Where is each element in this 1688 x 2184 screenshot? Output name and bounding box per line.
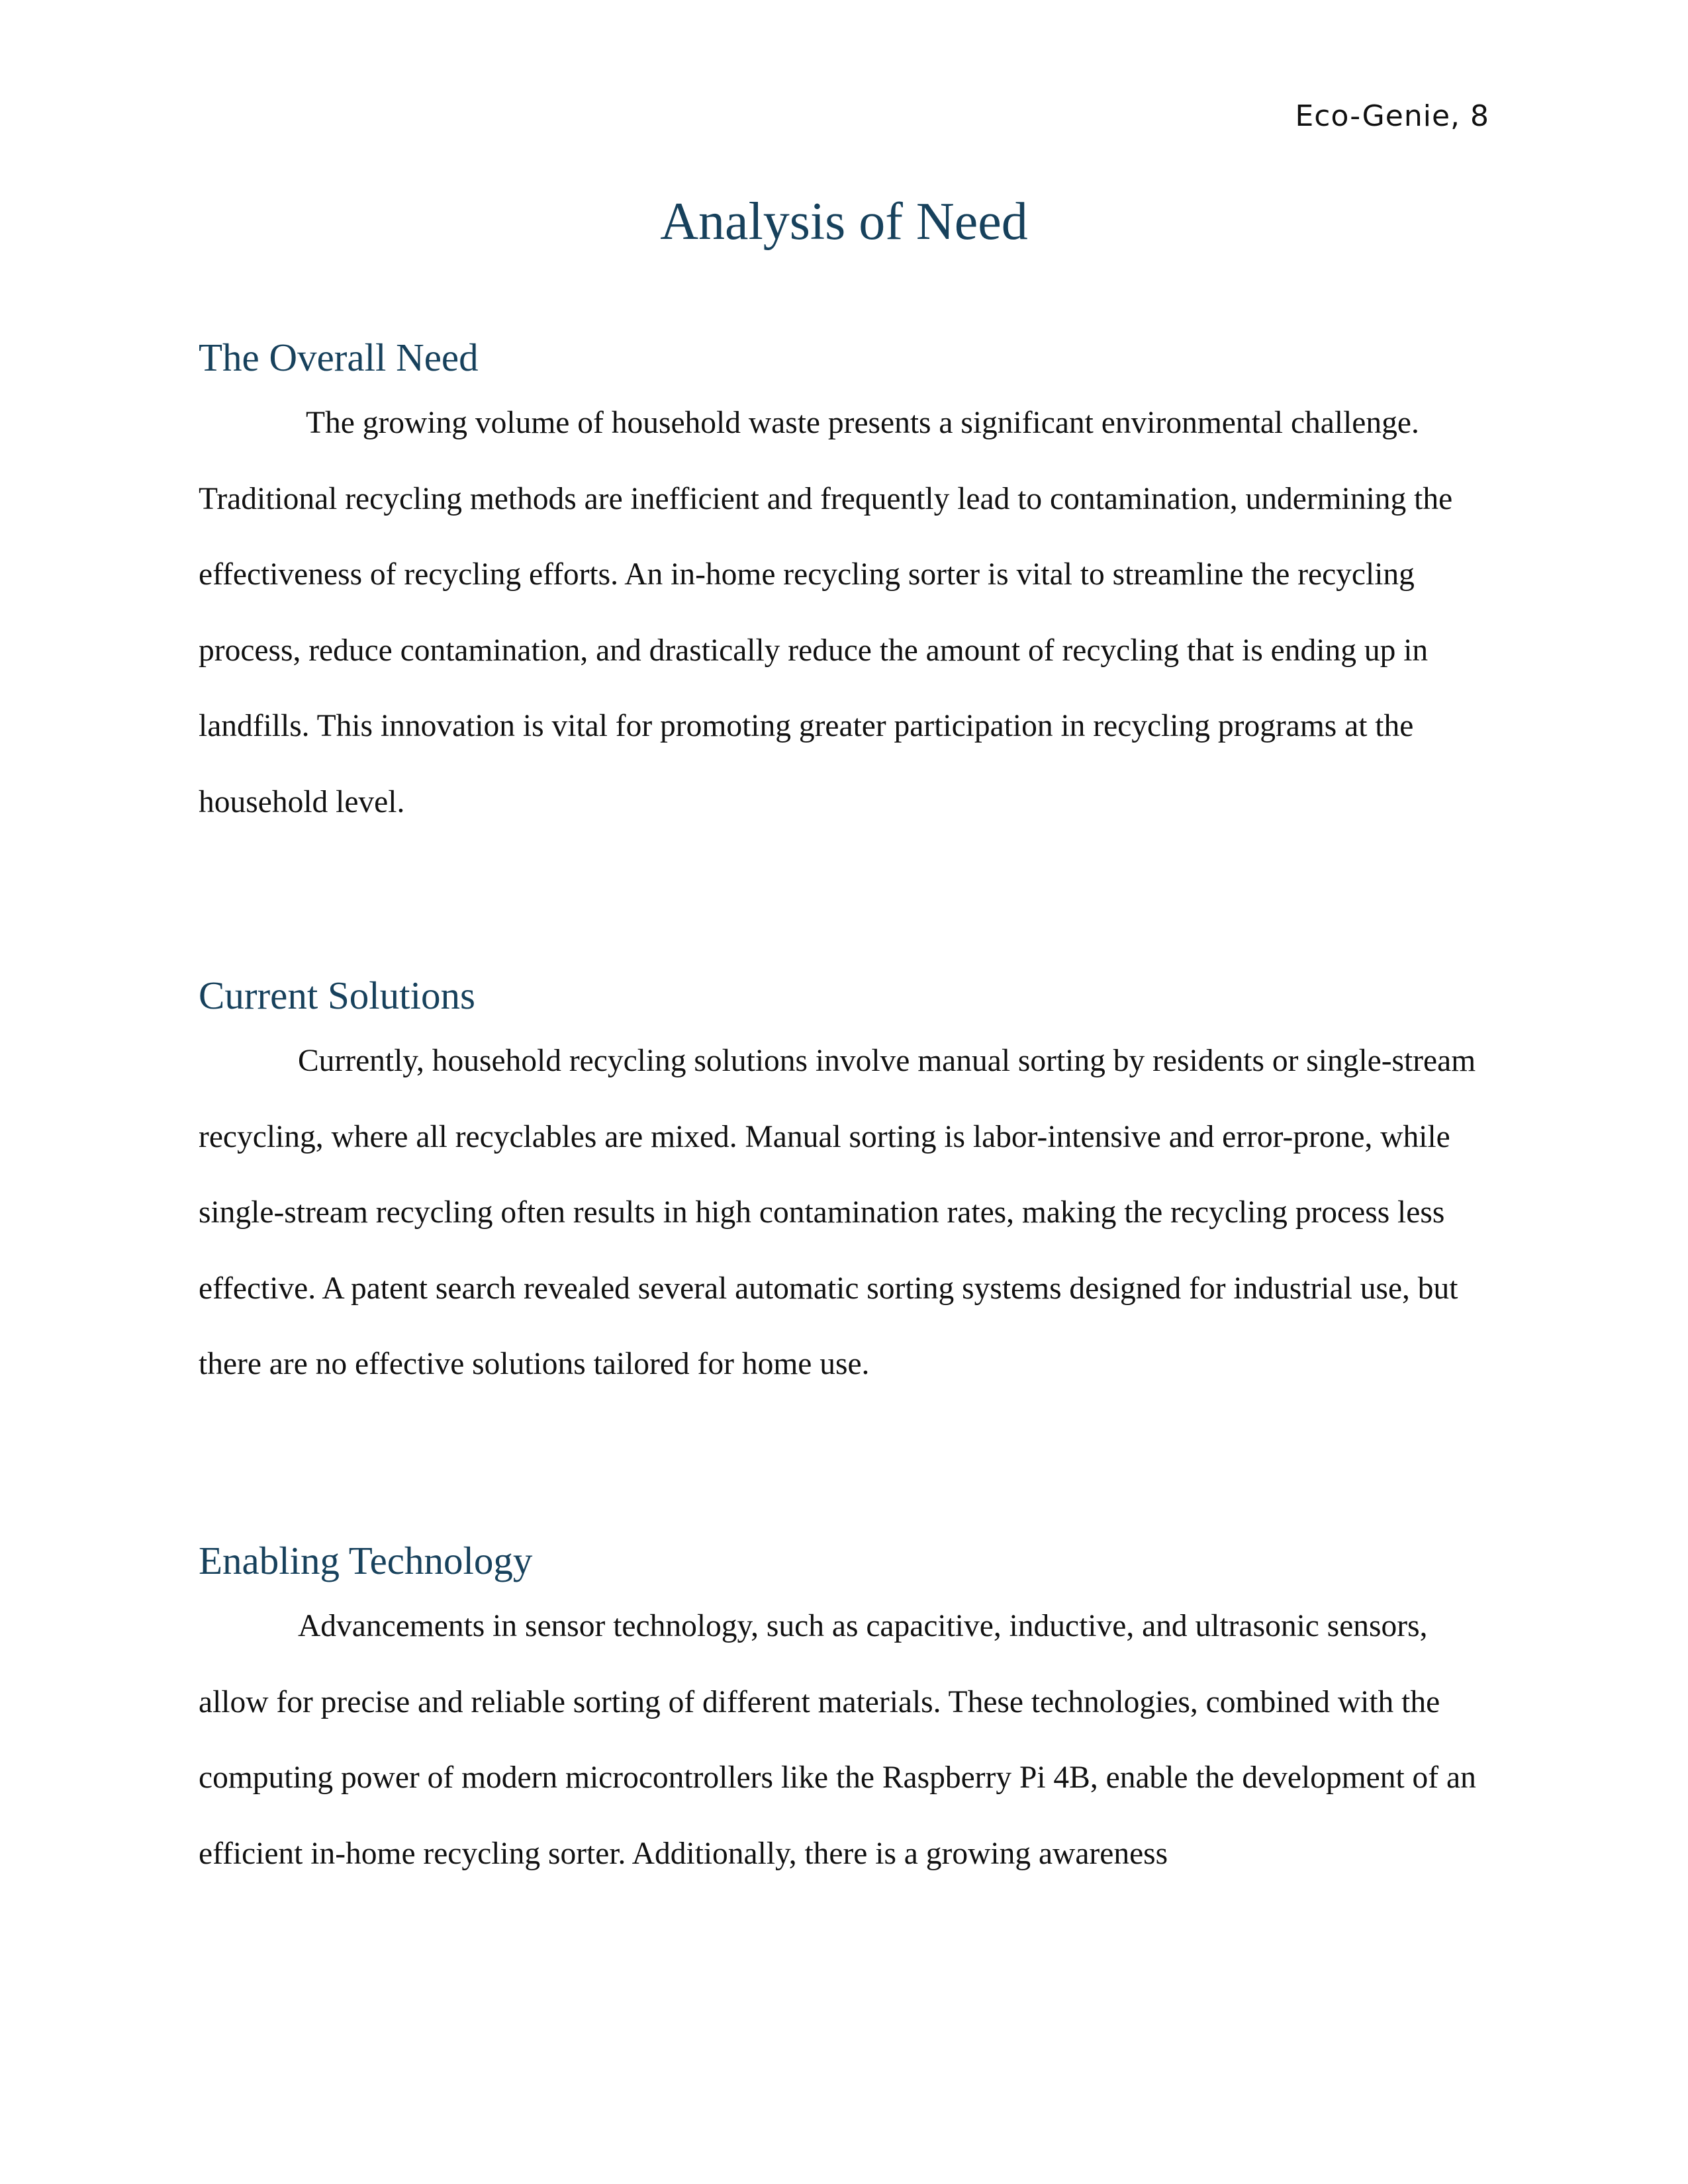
section-enabling-technology	[199, 1534, 1496, 1891]
section-current-solutions	[199, 969, 1496, 1402]
section-paragraph: The growing volume of household waste presents a significant environmental challenge. Traditional recycling methods are inefficient and frequently lead to contamination, undermining the effectiveness of recycling efforts. An in-home recycling sorter is vital to streamline the recycling process, reduce contamination, and drastically reduce the amount of recycling that is ending up in landfills. This innovation is vital for promoting greater participation in recycling programs at the household level.	[199, 406, 1453, 819]
section-heading: Current Solutions	[199, 974, 475, 1017]
page-title: Analysis of Need	[660, 193, 1028, 251]
section-heading: The Overall Need	[199, 336, 479, 379]
section-paragraph: Advancements in sensor technology, such as capacitive, inductive, and ultrasonic sensors, allow for precise and reliable sorting of different materials. These technologies, combined with the computing power of modern microcontrollers like the Raspberry Pi 4B, enable the development of an efficient in-home recycling sorter. Additionally, there is a growing awareness	[199, 1609, 1476, 1871]
section-heading: Enabling Technology	[199, 1539, 533, 1582]
section-paragraph: Currently, household recycling solutions involve manual sorting by residents or single-stream recycling, where all recyclables are mixed. Manual sorting is labor-intensive and error-prone, while single-stream recycling often results in high contamination rates, making the recycling process less effective. A patent search revealed several automatic sorting systems designed for industrial use, but there are no effective solutions tailored for home use.	[199, 1044, 1476, 1381]
section-overall-need	[199, 331, 1496, 840]
running-head: Eco-Genie, 8	[1295, 99, 1489, 133]
